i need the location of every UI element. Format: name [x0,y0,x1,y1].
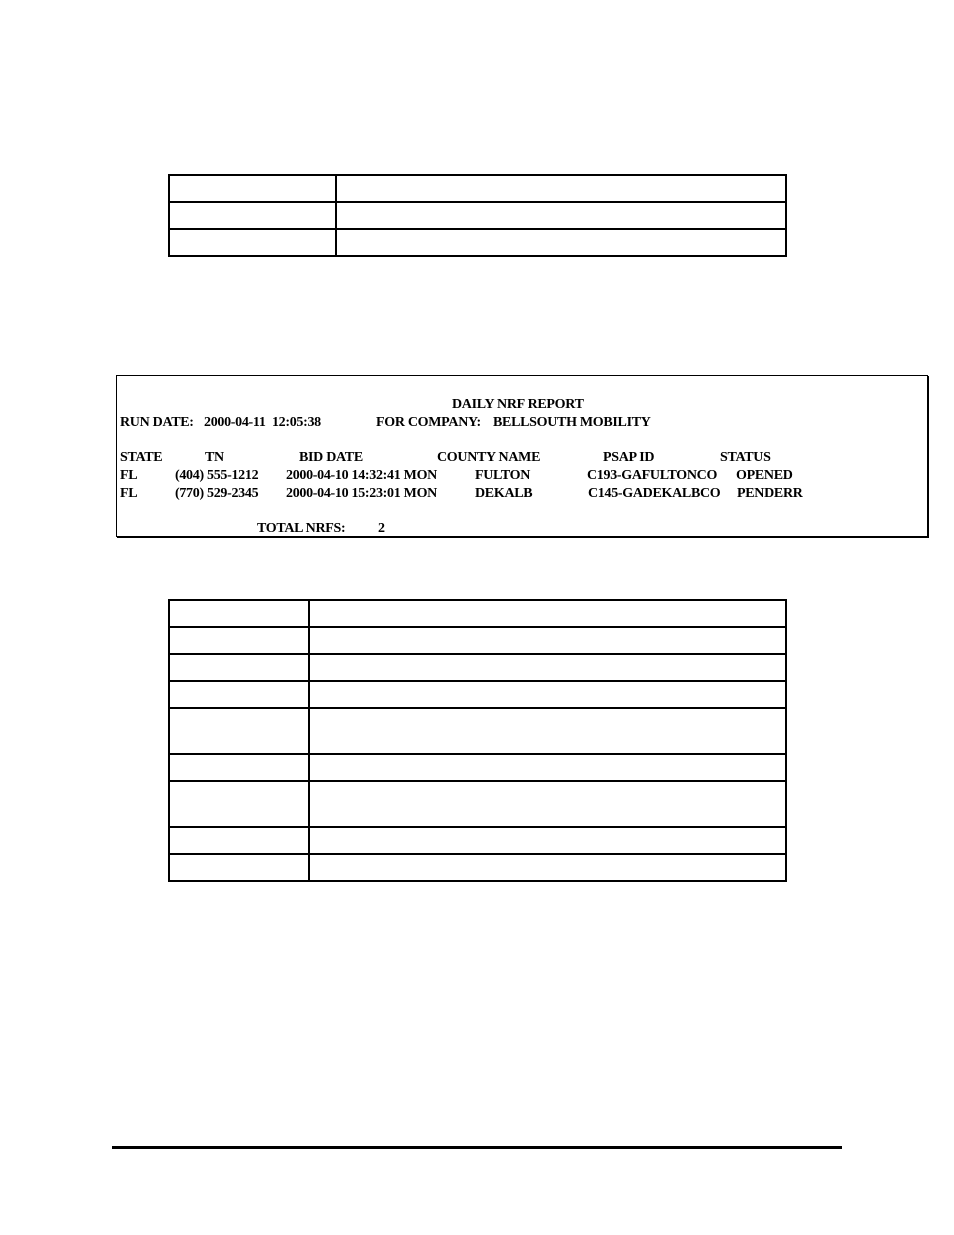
footer-rule [112,1146,842,1149]
row-2-status: PENDERR [737,486,803,501]
table-cell [309,654,786,681]
table-row [169,754,786,781]
table-row [169,600,786,627]
table-cell [169,175,336,202]
column-header-tn: TN [205,450,224,465]
table-row [169,708,786,754]
table-row [169,627,786,654]
table-cell [169,202,336,229]
row-2-psap-id: C145-GADEKALBCO [588,486,721,501]
table-cell [309,781,786,827]
run-date-value: 2000-04-11 12:05:38 [204,415,321,430]
column-header-county-name: COUNTY NAME [437,450,541,465]
row-1-psap-id: C193-GAFULTONCO [587,468,718,483]
row-2-state: FL [120,486,138,501]
table-row [169,781,786,827]
table-cell [169,827,309,854]
table-cell [169,654,309,681]
table-cell [336,202,786,229]
row-1-status: OPENED [736,468,793,483]
table-cell [309,627,786,654]
row-2-county-name: DEKALB [475,486,533,501]
table-cell [169,708,309,754]
table-row [169,827,786,854]
daily-nrf-report-box [116,375,928,537]
row-2-bid-date: 2000-04-10 15:23:01 MON [286,486,437,501]
table-row [169,175,786,202]
table-cell [309,754,786,781]
row-1-county-name: FULTON [475,468,530,483]
table-cell [336,229,786,256]
table-row [169,229,786,256]
column-header-status: STATUS [720,450,771,465]
total-nrfs-label: TOTAL NRFS: [257,521,346,536]
row-1-tn: (404) 555-1212 [175,468,259,483]
table-cell [169,854,309,881]
table-cell [169,681,309,708]
company-label: FOR COMPANY: [376,415,481,430]
table-row [169,654,786,681]
top-table [168,174,787,257]
column-header-state: STATE [120,450,163,465]
table-row [169,681,786,708]
report-title: DAILY NRF REPORT [452,397,584,412]
table-cell [169,600,309,627]
table-cell [169,754,309,781]
table-cell [309,827,786,854]
bottom-table [168,599,787,882]
row-2-tn: (770) 529-2345 [175,486,259,501]
table-cell [309,600,786,627]
table-cell [169,229,336,256]
column-header-bid-date: BID DATE [299,450,363,465]
company-value: BELLSOUTH MOBILITY [493,415,651,430]
table-cell [309,681,786,708]
table-cell [169,627,309,654]
column-header-psap-id: PSAP ID [603,450,655,465]
table-row [169,202,786,229]
row-1-state: FL [120,468,138,483]
total-nrfs-value: 2 [378,521,385,536]
run-date-label: RUN DATE: [120,415,194,430]
table-cell [309,708,786,754]
table-cell [309,854,786,881]
table-row [169,854,786,881]
table-cell [336,175,786,202]
table-cell [169,781,309,827]
row-1-bid-date: 2000-04-10 14:32:41 MON [286,468,437,483]
